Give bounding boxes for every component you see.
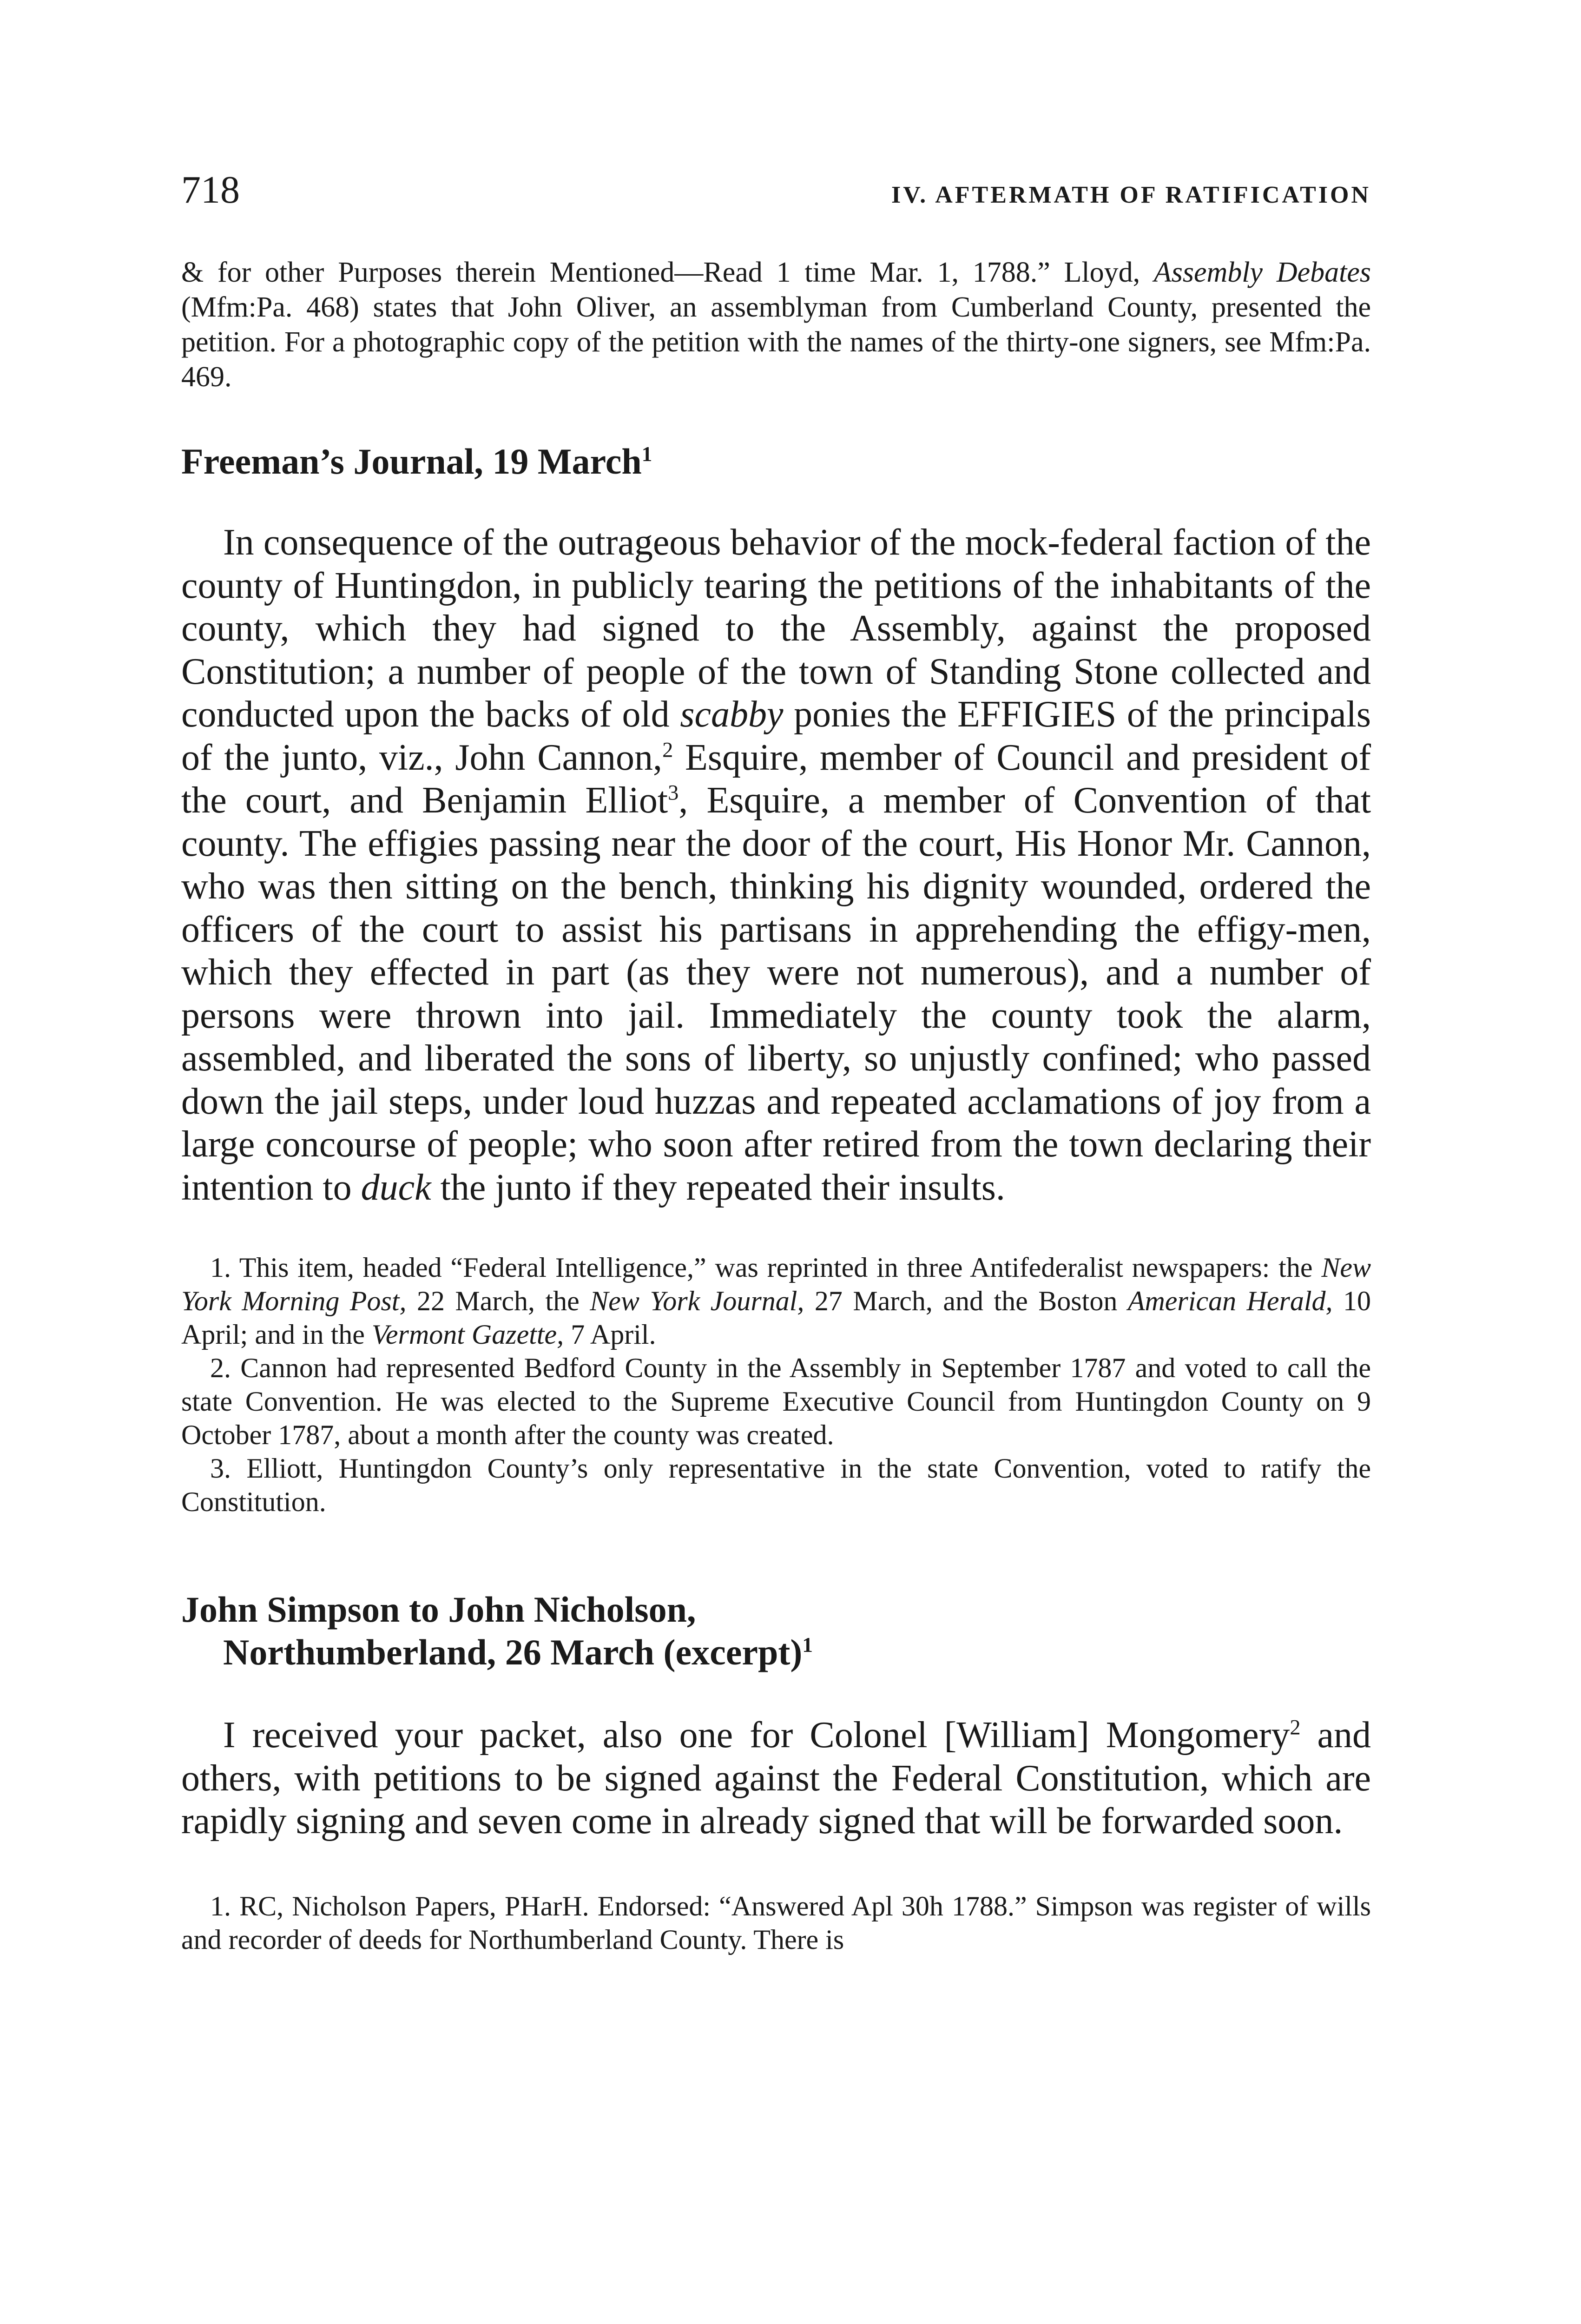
footnote-ref: 2 bbox=[1290, 1716, 1301, 1740]
page-number: 718 bbox=[181, 168, 240, 211]
simpson-letter-footnotes bbox=[181, 1889, 1371, 1956]
running-head bbox=[181, 167, 1371, 212]
freemans-journal-heading: Freeman’s Journal, 19 March$^1$ bbox=[181, 441, 652, 482]
simpson-letter-heading: John Simpson to John Nicholson, Northumberland, 26 March (excerpt)$^1$ bbox=[181, 1589, 813, 1672]
footnote-ref: 1 bbox=[641, 442, 652, 466]
simpson-letter-text: I received your packet, also one for Colonel [William] Mongomery$^2$ and others, with petitions to be signed against the Federal Constitution, which are rapidly signing and seven come in already signed that will be forwarded soon. bbox=[181, 1715, 1371, 1842]
footnote-ref: 1 bbox=[802, 1633, 813, 1657]
section-title: IV. AFTERMATH OF RATIFICATION bbox=[891, 182, 1371, 208]
footnote-ref: 2 bbox=[662, 738, 673, 762]
footnote-1: 1. RC, Nicholson Papers, PHarH. Endorsed: “Answered Apl 30h 1788.” Simpson was register of wills and recorder of deeds for Northumberland County. There is bbox=[181, 1890, 1371, 1955]
footnote-1: 1. This item, headed “Federal Intelligence,” was reprinted in three Antifederalist newspapers: the New York Morning Post, 22 March, the New York Journal, 27 March, and the Boston American Herald, 10 April; and in the Vermont Gazette, 7 April. bbox=[181, 1252, 1371, 1350]
continued-footnote-italic: Assembly Debates bbox=[1153, 257, 1371, 288]
continued-footnote-text: & for other Purposes therein Mentioned—Read 1 time Mar. 1, 1788.” Lloyd, bbox=[181, 257, 1154, 288]
document-page bbox=[181, 167, 1371, 1956]
continued-footnote bbox=[181, 255, 1371, 395]
continued-footnote-text-2: (Mfm:Pa. 468) states that John Oliver, an assemblyman from Cumberland County, presented the petition. For a photographic copy of the petition with the names of the thirty-one signers, see Mfm:Pa. 469. bbox=[181, 291, 1371, 393]
footnote-2: 2. Cannon had represented Bedford County in the Assembly in September 1787 and voted to call the state Convention. He was elected to the Supreme Executive Council from Huntingdon County on 9 October 1787, about a month after the county was created. bbox=[181, 1353, 1371, 1450]
freemans-journal-footnotes bbox=[181, 1251, 1371, 1519]
freemans-journal-text: In consequence of the outrageous behavior of the mock-federal faction of the county of Huntingdon, in publicly tearing the petitions of the inhabitants of the county, which they had signed to the Assembly, against the proposed Constitution; a number of people of the town of Standing Stone collected and conducted upon the backs of old scabby ponies the EFFIGIES of the principals of the junto, viz., John Cannon,$^2$ Esquire, member of Council and president of the court, and Benjamin Elliot$^3$, Esquire, a member of Convention of that county. The effigies passing near the door of the court, His Honor Mr. Cannon, who was then sitting on the bench, thinking his dignity wounded, ordered the officers of the court to assist his partisans in apprehending the effigy-men, which they effected in part (as they were not numerous), and a number of persons were thrown into jail. Immediately the county took the alarm, assembled, and liberated the sons of liberty, so unjustly confined; who passed down the jail steps, under loud huzzas and repeated acclamations of joy from a large concourse of people; who soon after retired from the town declaring their intention to duck the junto if they repeated their insults. bbox=[181, 522, 1371, 1208]
footnote-ref: 3 bbox=[668, 781, 679, 805]
footnote-3: 3. Elliott, Huntingdon County’s only representative in the state Convention, voted to ratify the Constitution. bbox=[181, 1453, 1371, 1517]
